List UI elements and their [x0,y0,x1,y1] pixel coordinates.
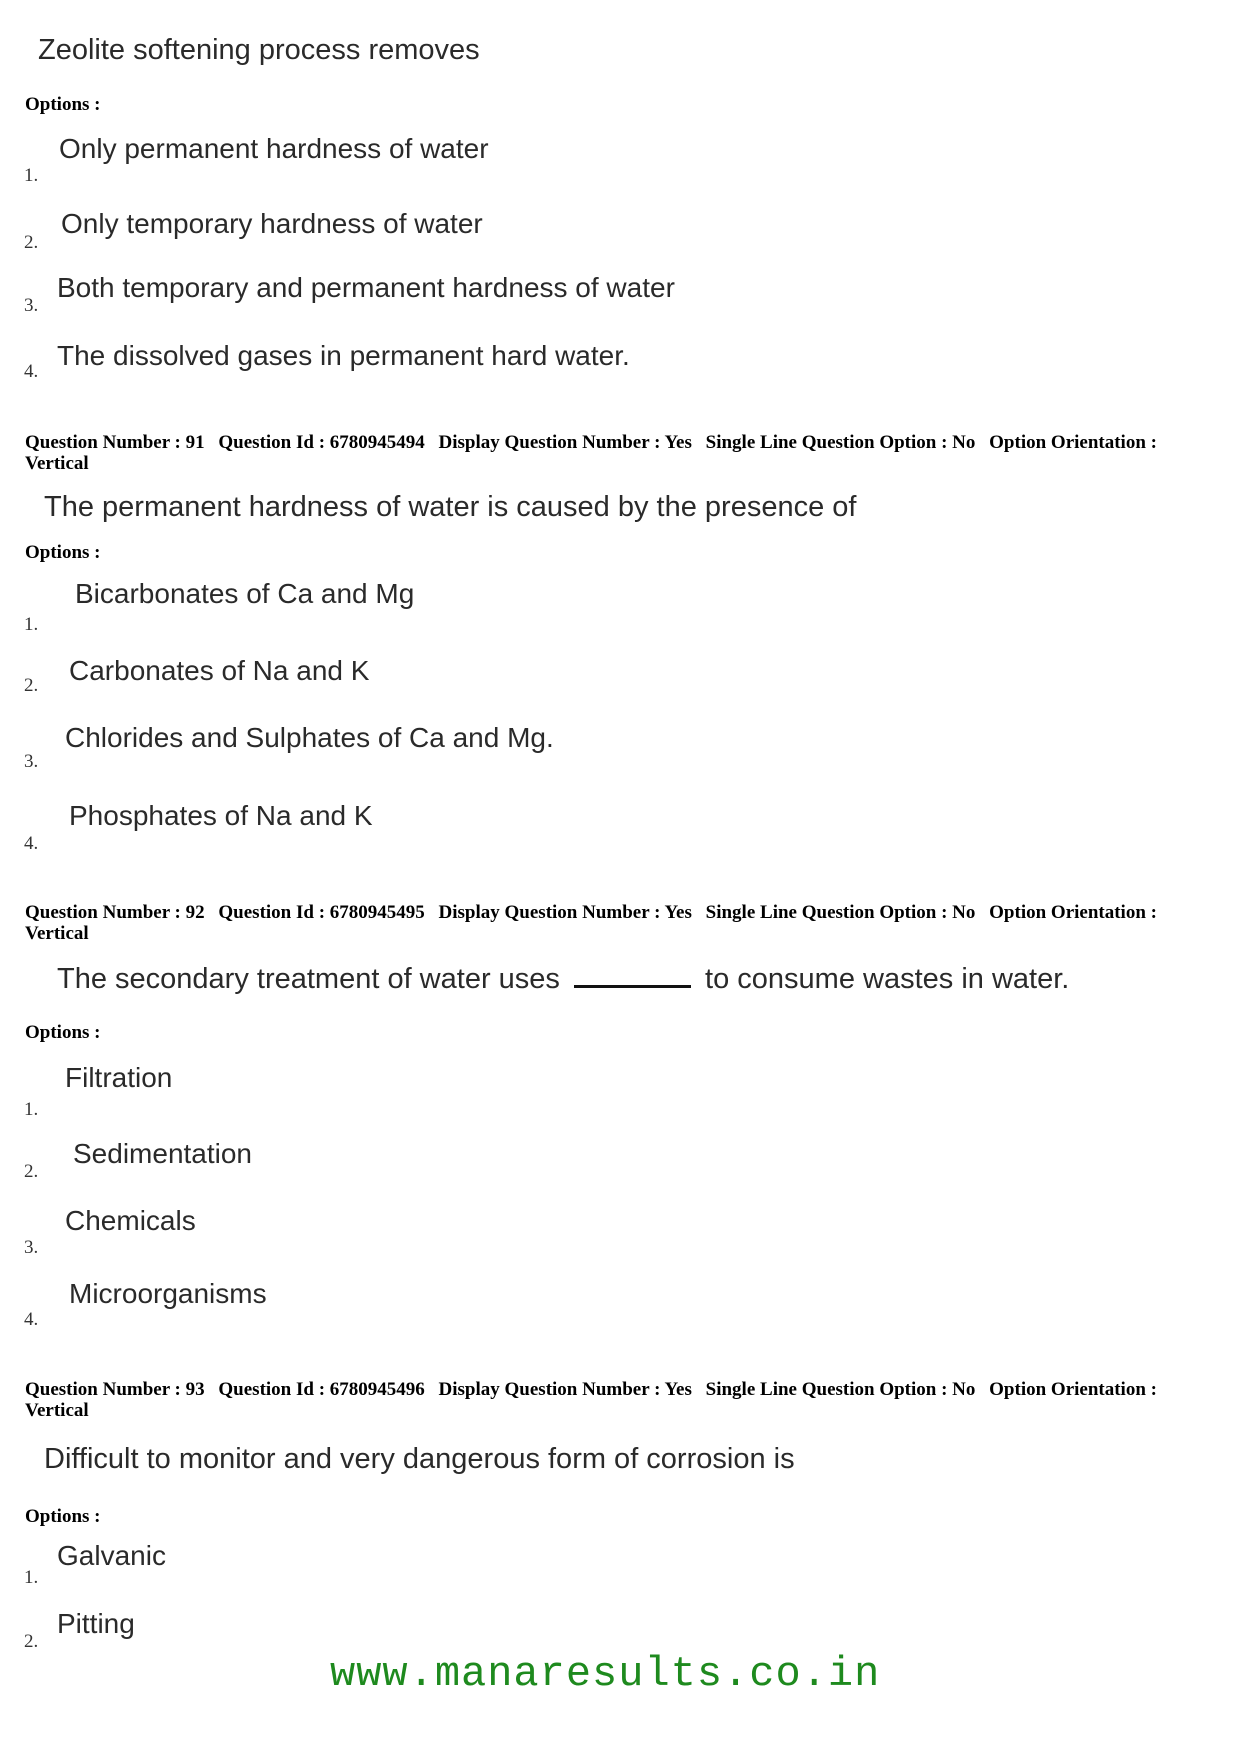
option-text: Chemicals [65,1205,196,1236]
display-question-number: Display Question Number : Yes [438,902,692,923]
single-line-option: Single Line Question Option : No [705,432,976,453]
question-number: Question Number : 91 [25,432,205,453]
question-meta [25,1379,1205,1421]
options-label: Options : [25,1506,101,1527]
option-text: Pitting [57,1608,135,1639]
option-text: Chlorides and Sulphates of Ca and Mg. [65,722,554,753]
option-number: 4. [24,833,39,854]
option-text: Phosphates of Na and K [69,800,373,831]
question-text [57,961,1069,994]
option-number: 3. [24,751,39,772]
option-orientation: Option Orientation : Vertical [25,1379,1157,1421]
question-meta [25,902,1205,944]
question-text: Difficult to monitor and very dangerous form of corrosion is [44,1443,795,1475]
option-number: 3. [24,1237,39,1258]
question-meta [25,432,1205,474]
option-text: Carbonates of Na and K [69,655,370,686]
question-text: The permanent hardness of water is caused by the presence of [44,491,857,523]
option-number: 3. [24,295,39,316]
site-watermark: www.manaresults.co.in [330,1650,881,1698]
display-question-number: Display Question Number : Yes [438,1379,692,1400]
options-label: Options : [25,542,101,563]
option-text: Sedimentation [73,1138,253,1169]
option-number: 1. [24,165,39,186]
option-number: 1. [24,614,39,635]
option-text: Both temporary and permanent hardness of water [57,272,675,303]
option-number: 4. [24,1309,39,1330]
option-text: Bicarbonates of Ca and Mg [75,578,415,609]
question-id: Question Id : 6780945495 [218,902,425,923]
option-number: 1. [24,1567,39,1588]
option-text: Filtration [65,1062,173,1093]
display-question-number: Display Question Number : Yes [438,432,692,453]
option-number: 2. [24,232,39,253]
option-number: 2. [24,675,39,696]
option-orientation: Option Orientation : Vertical [25,432,1157,474]
option-text: Only permanent hardness of water [59,133,489,164]
option-text: Galvanic [57,1540,166,1571]
option-text: The dissolved gases in permanent hard water. [57,340,630,371]
question-number: Question Number : 92 [25,902,205,923]
fill-in-blank [574,961,691,988]
question-text-after: to consume wastes in water. [705,963,1070,995]
question-id: Question Id : 6780945494 [218,432,425,453]
option-text: Microorganisms [69,1278,267,1309]
single-line-option: Single Line Question Option : No [705,1379,976,1400]
options-label: Options : [25,1022,101,1043]
question-id: Question Id : 6780945496 [218,1379,425,1400]
single-line-option: Single Line Question Option : No [705,902,976,923]
option-number: 2. [24,1161,39,1182]
option-number: 2. [24,1631,39,1652]
question-number: Question Number : 93 [25,1379,205,1400]
option-orientation: Option Orientation : Vertical [25,902,1157,944]
question-text-before: The secondary treatment of water uses [57,963,560,995]
option-number: 1. [24,1099,39,1120]
option-number: 4. [24,361,39,382]
options-label: Options : [25,94,101,115]
question-text: Zeolite softening process removes [38,34,480,66]
option-text: Only temporary hardness of water [61,208,483,239]
